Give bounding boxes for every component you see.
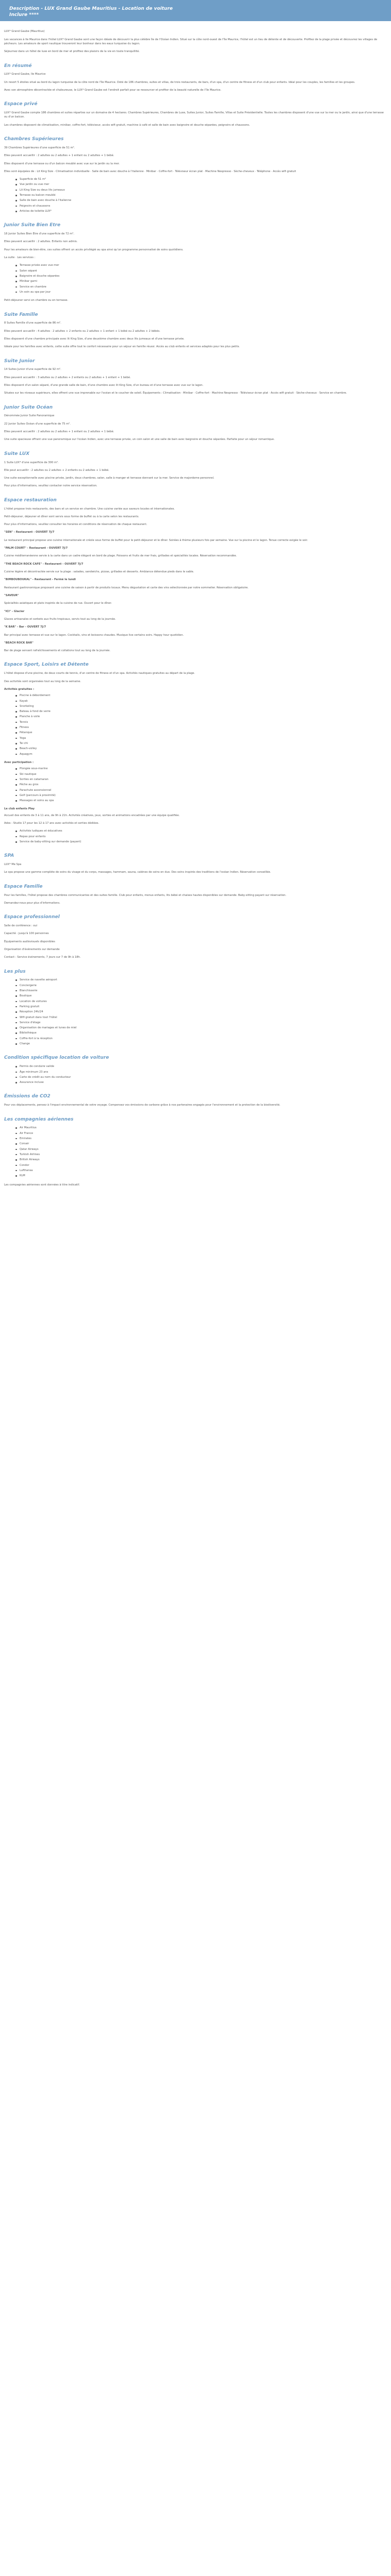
list-item: Qatar Airways	[15, 1147, 387, 1151]
en-resume-p2: Un resort 5 étoiles situé au bord du lagon turquoise de la côte nord de l'île Maurice. Doté de 186 chambres, suites et villas, de trois restaurants, de bars, d'un spa, d'un centre de fitness et d'un club pour enfants. Idéal pour les couples, les familles et les groupes.	[4, 80, 355, 84]
junior-sea-p3: Pour les amateurs de bien-être, ces suites offrent un accès privilégié au spa ainsi qu'un programme personnalisé de soins quotidiens.	[4, 248, 184, 251]
spa-p1: LUX* Me Spa	[4, 863, 22, 867]
section-title-conditions: Condition spécifique location de voiture	[4, 1055, 109, 1061]
list-item: Tai chi	[15, 741, 387, 745]
list-item: Air Mauritius	[15, 1126, 387, 1130]
list-item: KLM	[15, 1174, 387, 1178]
restauration-p1: L'hôtel propose trois restaurants, des bars et un service en chambre. Une cuisine variée aux saveurs locales et internationales.	[4, 507, 175, 511]
list-item: Service en chambre	[15, 285, 387, 289]
activites-gratuites-title: Activités gratuites :	[4, 687, 35, 691]
sports-p2: Des activités sont organisées tout au long de la semaine.	[4, 680, 82, 683]
list-item: Parking gratuit	[15, 1005, 387, 1009]
list-item: Activités ludiques et éducatives	[15, 829, 387, 833]
pro-p2: Capacité : jusqu'à 100 personnes	[4, 932, 49, 936]
activites-payantes-title: Avec participation :	[4, 760, 34, 764]
pro-p4: Organisation d'événements sur demande	[4, 947, 60, 951]
header-banner	[0, 0, 391, 21]
junior-ocean-p4: Une suite spacieuse offrant une vue panoramique sur l'océan Indien, avec une terrasse privée, un coin salon et une salle de bain avec baignoire et douche séparées. Parfaite pour un séjour romantique.	[4, 438, 275, 442]
section-title-junior-sea: Junior Suite Bien Etre	[4, 223, 61, 228]
activites-payantes-list	[15, 767, 387, 803]
list-item: Fitness	[15, 725, 387, 730]
list-item: Air France	[15, 1131, 387, 1136]
list-item: Emirates	[15, 1137, 387, 1141]
chambres-sup-p1: 39 Chambres Supérieures d'une superficie de 51 m².	[4, 146, 75, 149]
section-title-suite-junior: Suite Junior	[4, 358, 35, 364]
suite-famille-p3: Elles disposent d'une chambre principale avec lit King Size, d'une deuxième chambre avec deux lits jumeaux et d'une terrasse privée.	[4, 337, 185, 341]
list-item: Repas pour enfants	[15, 835, 387, 839]
list-item: Bateau à fond de verre	[15, 709, 387, 714]
chambres-sup-p4: Elles sont équipées de : Lit King Size · Climatisation individuelle · Salle de bain avec douche à l'italienne · Minibar · Coffre-fort · Téléviseur écran plat · Machine Nespresso · Sèche-cheveux · Téléphone · Accès wifi gratuit	[4, 170, 296, 173]
section-title-suite-famille: Suite Famille	[4, 312, 38, 317]
page-title-line1: Description - LUX Grand Gaube Mauritius - Location de voiture	[9, 6, 173, 11]
junior-ocean-p3: Elles peuvent accueillir : 2 adultes ou 2 adultes + 1 enfant ou 2 adultes + 1 bébé.	[4, 430, 115, 434]
section-title-restauration: Espace restauration	[4, 497, 57, 503]
list-item: Condor	[15, 1163, 387, 1167]
junior-sea-list	[15, 263, 387, 294]
section-title-espace-prive: Espace privé	[4, 101, 38, 107]
list-item: Massages et soins au spa	[15, 799, 387, 803]
list-item: Salle de bain avec douche à l'italienne	[15, 198, 387, 202]
junior-ocean-p2: 22 Junior Suites Océan d'une superficie de 75 m².	[4, 422, 71, 426]
restauration-p3: Pour plus d'informations, veuillez consulter les horaires et conditions de réservation de chaque restaurant.	[4, 523, 148, 527]
list-item: Blanchisserie	[15, 989, 387, 993]
list-item: Piscine à débordement	[15, 693, 387, 698]
list-item: Pêche au gros	[15, 783, 387, 787]
section-title-en-resume: En résumé	[4, 63, 32, 69]
list-item: Baignoire et douche séparées	[15, 274, 387, 278]
bar-title: "K BAR" - Bar - OUVERT 7J/7	[4, 625, 46, 629]
suite-junior-p1: 14 Suites Junior d'une superficie de 92 m².	[4, 368, 61, 371]
list-item: Coffre-fort à la réception	[15, 1037, 387, 1041]
list-item: Vue jardin ou vue mer	[15, 182, 387, 187]
suite-lux-p3: Une suite exceptionnelle avec piscine privée, jardin, deux chambres, salon, salle à manger et terrasse donnant sur la mer. Service de majordome personnel.	[4, 477, 215, 480]
list-item: Pétanque	[15, 731, 387, 735]
list-item: Planche à voile	[15, 715, 387, 719]
section-title-pro: Espace professionnel	[4, 914, 60, 920]
club-enfants-list	[15, 829, 387, 844]
page-title	[9, 6, 387, 18]
section-title-services: Les plus	[4, 969, 26, 974]
list-item: Corsair	[15, 1142, 387, 1146]
famille-p1: Pour les familles, l'hôtel propose des chambres communicantes et des suites famille. Club pour enfants, menus enfants, lits bébé et chaises hautes disponibles sur demande. Baby-sitting payant sur réservation.	[4, 893, 287, 897]
list-item: Turkish Airlines	[15, 1153, 387, 1157]
intro-paragraph-2: Séjournez dans un hôtel de luxe en bord de mer et profitez des plaisirs de la vie en toute tranquillité.	[4, 50, 140, 54]
list-item: Peignoirs et chaussons	[15, 204, 387, 208]
suite-lux-p4: Pour plus d'informations, veuillez contacter notre service réservation.	[4, 484, 97, 488]
list-item: Terrasse ou balcon meublé	[15, 193, 387, 197]
list-item: Âge minimum 23 ans	[15, 1070, 387, 1074]
bar-title: "BEACH ROCK BAR"	[4, 641, 34, 645]
list-item: Un soin au spa par jour	[15, 290, 387, 294]
suite-junior-p4: Situées sur les niveaux supérieurs, elles offrent une vue imprenable sur l'océan et le coucher de soleil. Équipements : Climatisation · Minibar · Coffre-fort · Machine Nespresso · Téléviseur écran plat · Accès wifi gratuit · Sèche-cheveux · Service en chambre.	[4, 392, 347, 395]
restaurant-description: Spécialités asiatiques et plats inspirés de la cuisine de rue. Ouvert pour le dîner.	[4, 602, 112, 605]
activites-gratuites-list	[15, 693, 387, 756]
suite-lux-p1: 1 Suite LUX* d'une superficie de 300 m².	[4, 461, 59, 464]
list-item: Service de baby-sitting sur demande (payant)	[15, 840, 387, 844]
list-item: Wifi gratuit dans tout l'hôtel	[15, 1015, 387, 1020]
club-enfants-title: Le club enfants Play	[4, 807, 35, 811]
list-item: Bibliothèque	[15, 1031, 387, 1035]
list-item: Kayak	[15, 699, 387, 703]
list-item: Superficie de 51 m²	[15, 177, 387, 181]
junior-sea-p2: Elles peuvent accueillir : 2 adultes. Enfants non admis.	[4, 240, 78, 244]
restauration-p2: Petit-déjeuner, déjeuner et dîner sont servis sous forme de buffet ou à la carte selon les restaurants.	[4, 515, 139, 518]
list-item: Tennis	[15, 720, 387, 724]
list-item: Minibar garni	[15, 279, 387, 283]
espace-prive-p2: Les chambres disposent de climatisation, minibar, coffre-fort, téléviseur, accès wifi gratuit, machine à café et salle de bain avec baignoire et douche séparées, peignoirs et chaussons.	[4, 123, 250, 127]
list-item: Yoga	[15, 736, 387, 740]
spa-p2: Le spa propose une gamme complète de soins du visage et du corps, massages, hammam, sauna, cabines de soins en duo. Des soins inspirés des traditions de l'océan Indien. Réservation conseillée.	[4, 871, 271, 874]
intro-ref: LUX* Grand Gaube (Mauritius)	[4, 30, 45, 33]
restaurant-description: Glaces artisanales et sorbets aux fruits tropicaux, servis tout au long de la journée.	[4, 617, 116, 621]
en-resume-p1: LUX* Grand Gaube, Ile Maurice	[4, 73, 46, 76]
intro-paragraph-1: Les vacances à Ile Maurice dans l'hôtel LUX* Grand Gaube sont une façon idéale de découvrir la plus célèbre île de l'Océan Indien. Situé sur la côte nord-ouest de l'île Maurice, l'hôtel est un lieu de détente et de découverte. Profitez de la plage privée et découvrez les villages de pêcheurs. Les amateurs de sport nautique trouveront leur bonheur dans les eaux turquoise du lagon.	[4, 38, 378, 45]
list-item: Permis de conduire valide	[15, 1064, 387, 1069]
list-item: Articles de toilette LUX*	[15, 209, 387, 213]
list-item: Assurance incluse	[15, 1080, 387, 1084]
services-list	[15, 978, 387, 1046]
list-item: Terrasse privée avec vue mer	[15, 263, 387, 267]
en-resume-p3: Avec son atmosphère décontractée et chaleureuse, le LUX* Grand Gaube est l'endroit parfait pour se ressourcer et profiter de la beauté naturelle de l'île Maurice.	[4, 89, 221, 92]
list-item: Beach-volley	[15, 747, 387, 751]
section-title-famille: Espace Famille	[4, 884, 43, 889]
junior-sea-p5: Petit-déjeuner servi en chambre ou en terrasse.	[4, 299, 69, 302]
junior-sea-p1: 16 Junior Suites Bien Etre d'une superficie de 72 m².	[4, 232, 74, 236]
list-item: Service d'étage	[15, 1021, 387, 1025]
main-content	[0, 29, 391, 1187]
restaurant-description: Cuisine méditerranéenne servie à la carte dans un cadre élégant en bord de plage. Poissons et fruits de mer frais, grillades et spécialités locales. Réservation recommandée.	[4, 554, 237, 558]
list-item: Sorties en catamaran	[15, 777, 387, 782]
list-item: Change	[15, 1042, 387, 1046]
list-item: Service de navette aéroport	[15, 978, 387, 982]
suite-famille-p1: 8 Suites Famille d'une superficie de 86 m².	[4, 321, 61, 325]
suite-lux-p2: Elle peut accueillir : 2 adultes ou 2 adultes + 2 enfants ou 2 adultes + 1 bébé.	[4, 468, 109, 472]
junior-ocean-p1: Dénommée Junior Suite Panoramique	[4, 414, 55, 418]
list-item: British Airways	[15, 1158, 387, 1162]
page	[0, 0, 391, 1201]
sports-p1: L'hôtel dispose d'une piscine, de deux courts de tennis, d'un centre de fitness et d'un spa. Activités nautiques gratuites au départ de la plage.	[4, 672, 195, 675]
compagnies-list	[15, 1126, 387, 1178]
chambres-sup-p2: Elles peuvent accueillir : 2 adultes ou 2 adultes + 1 enfant ou 2 adultes + 1 bébé.	[4, 154, 115, 158]
list-item: Lufthansa	[15, 1168, 387, 1173]
restaurant-description: Cuisine légère et décontractée servie sur la plage : salades, sandwichs, pizzas, grillades et desserts. Ambiance détendue pieds dans le sable.	[4, 570, 194, 574]
restaurant-title: "THE BEACH ROCK CAFE" - Restaurant - OUVERT 7J/7	[4, 562, 84, 566]
suite-junior-p3: Elles disposent d'un salon séparé, d'une grande salle de bain, d'une chambre avec lit King Size, d'un bureau et d'une terrasse avec vue sur le lagon.	[4, 384, 204, 387]
restaurant-description: Le restaurant principal propose une cuisine internationale et créole sous forme de buffet pour le petit-déjeuner et le dîner. Soirées à thème plusieurs fois par semaine. Vue sur la piscine et le lagon. Tenue correcte exigée le soir.	[4, 538, 308, 542]
espace-prive-p1: LUX* Grand Gaube compte 186 chambres et suites réparties sur un domaine de 4 hectares. Chambres Supérieures, Chambres de Luxe, Suites Junior, Suites Famille, Villas et Suite Présidentielle. Toutes les chambres disposent d'une vue sur la mer ou le jardin, ainsi que d'une terrasse ou d'un balcon.	[4, 111, 384, 119]
pro-p5: Contact : Service événements, 7 jours sur 7 de 9h à 18h.	[4, 956, 81, 959]
list-item: Golf (parcours à proximité)	[15, 793, 387, 798]
chambres-sup-p3: Elles disposent d'une terrasse ou d'un balcon meublé avec vue sur le jardin ou la mer.	[4, 162, 120, 165]
suite-junior-p2: Elles peuvent accueillir : 3 adultes ou 2 adultes + 2 enfants ou 2 adultes + 1 enfant + 1 bébé.	[4, 376, 131, 379]
suite-famille-p4: Idéale pour les familles avec enfants, cette suite offre tout le confort nécessaire pour un séjour en famille réussi. Accès au club enfants et services adaptés pour les plus petits.	[4, 345, 240, 349]
suite-famille-p2: Elles peuvent accueillir : 4 adultes · 2 adultes + 2 enfants ou 2 adultes + 1 enfant + 1 bébé ou 2 adultes + 2 bébés.	[4, 329, 160, 333]
list-item: Organisation de mariages et lunes de miel	[15, 1026, 387, 1030]
co2-p1: Pour vos déplacements, pensez à l'impact environnemental de votre voyage. Compensez vos émissions de carbone grâce à nos partenaires engagés pour l'environnement et la protection de la biodiversité.	[4, 1104, 281, 1107]
restaurant-description: Restaurant gastronomique proposant une cuisine de saison à partir de produits locaux. Menu dégustation et carte des vins sélectionnée par notre sommelier. Réservation obligatoire.	[4, 586, 249, 589]
section-title-compagnies: Les compagnies aériennes	[4, 1116, 74, 1122]
bar-description: Bar de plage servant rafraîchissements et collations tout au long de la journée.	[4, 649, 110, 653]
pro-p1: Salle de conférence : oui	[4, 924, 38, 927]
list-item: Snorkeling	[15, 704, 387, 708]
list-item: Parachute ascensionnel	[15, 788, 387, 792]
conditions-list	[15, 1064, 387, 1084]
list-item: Aquagym	[15, 752, 387, 756]
list-item: Salon séparé	[15, 269, 387, 273]
section-title-co2: Émissions de CO2	[4, 1094, 51, 1099]
pro-p3: Équipements audiovisuels disponibles	[4, 940, 55, 943]
list-item: Lit King Size ou deux lits jumeaux	[15, 188, 387, 192]
restaurant-title: "SEN" - Restaurant - OUVERT 7J/7	[4, 531, 55, 534]
list-item: Conciergerie	[15, 984, 387, 988]
chambres-sup-list	[15, 177, 387, 213]
restaurant-title: "PALM COURT" - Restaurant - OUVERT 7J/7	[4, 547, 68, 550]
section-title-spa: SPA	[4, 853, 14, 859]
list-item: Ski nautique	[15, 772, 387, 776]
club-enfants-p2: Ados : Studio 17 pour les 12 à 17 ans avec activités et sorties dédiées.	[4, 822, 100, 825]
restaurant-title: "BIMBOUBOUKAL" - Restaurant - Fermé le lundi	[4, 578, 76, 582]
section-title-chambres-sup: Chambres Supérieures	[4, 137, 64, 142]
list-item: Réception 24h/24	[15, 1010, 387, 1014]
page-title-line2: Inclure ****	[9, 12, 39, 18]
restaurant-title: "ICI" - Glacier	[4, 609, 25, 613]
section-title-junior-ocean: Junior Suite Océan	[4, 404, 53, 410]
section-title-sports: Espace Sport, Loisirs et Détente	[4, 662, 89, 668]
list-item: Location de voitures	[15, 999, 387, 1004]
club-enfants-p1: Accueil des enfants de 3 à 11 ans, de 9h à 21h. Activités créatives, jeux, sorties et animations encadrées par une équipe qualifiée.	[4, 814, 180, 817]
compagnies-note: Les compagnies aériennes sont données à titre indicatif.	[4, 1183, 80, 1187]
restaurant-title: "SAVEUR"	[4, 594, 19, 597]
junior-sea-p4: La suite · Les services :	[4, 256, 36, 260]
list-item: Carte de crédit au nom du conducteur	[15, 1075, 387, 1079]
list-item: Plongée sous-marine	[15, 767, 387, 771]
list-item: Boutique	[15, 994, 387, 998]
section-title-suite-lux: Suite LUX	[4, 451, 30, 456]
bar-description: Bar principal avec terrasse et vue sur le lagon. Cocktails, vins et boissons chaudes. Musique live certains soirs. Happy hour quotidien.	[4, 633, 184, 637]
famille-p2: Demandez-nous pour plus d'informations.	[4, 901, 60, 905]
